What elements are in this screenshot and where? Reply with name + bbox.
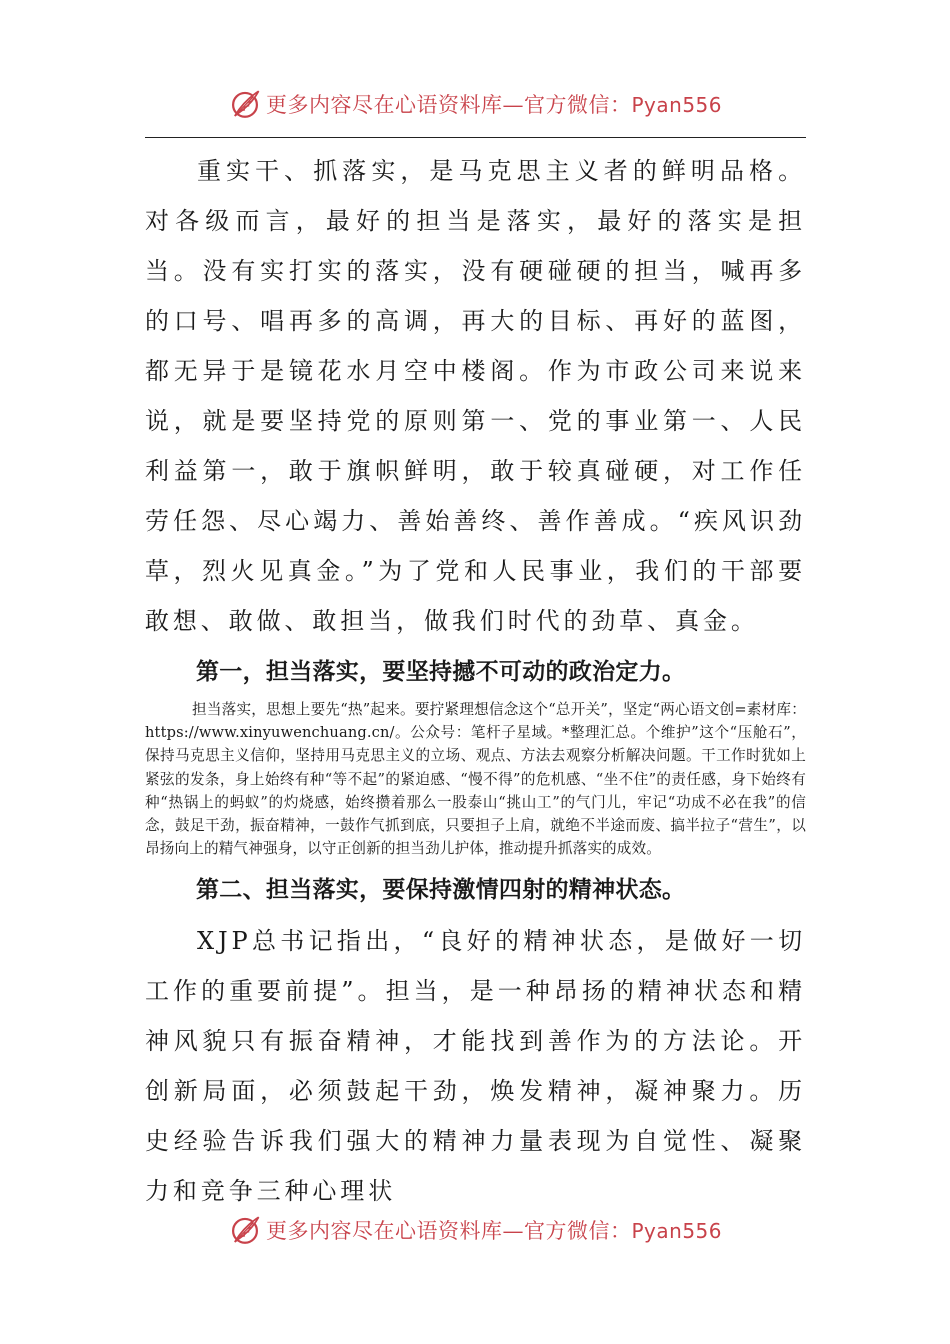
body-paragraph-small: 担当落实，思想上要先“热”起来。要拧紧理想信念这个“总开关”，坚定“两心语文创=素材库：https://www.xinyuwenchuang.cn/。公众号：笔杆子星域。*整理汇总。个维护”这个“压舱石”，保持马克思主义信仰，坚持用马克思主义的立场、观点、方法去观察分析解决问题。干工作时犹如上紧弦的发条，身上始终有种“等不起”的紧迫感、“慢不得”的危机感、“坐不住”的责任感，身下始终有种“热锅上的蚂蚁”的灼烧感，始终攒着那么一股泰山“挑山工”的气门儿，牢记“功成不必在我”的信念，鼓足干劲，振奋精神，一鼓作气抓到底，只要担子上肩，就绝不半途而废、搞半拉子“营生”，以昂扬向上的精气神强身，以守正创新的担当劲儿护体，推动提升抓落实的成效。 [145, 701, 806, 858]
banner-wechat-id: Pyan556 [631, 1219, 722, 1243]
header-divider [145, 137, 806, 138]
banner-text: 更多内容尽在心语资料库—官方微信：Pyan556 [265, 1219, 722, 1243]
body-paragraph: 重实干、抓落实，是马克思主义者的鲜明品格。对各级而言，最好的担当是落实，最好的落实是担当。没有实打实的落实，没有硬碰硬的担当，喊再多的口号、唱再多的高调，再大的目标、再好的蓝图，都无异于是镜花水月空中楼阁。作为市政公司来说来说，就是要坚持党的原则第一、党的事业第一、人民利益第一，敢于旗帜鲜明，敢于较真碰硬，对工作任劳任怨、尽心竭力、善始善终、善作善成。“疾风识劲草，烈火见真金。”为了党和人民事业，我们的干部要敢想、敢做、敢担当，做我们时代的劲草、真金。 [145, 157, 806, 635]
body-paragraph: XJP总书记指出，“良好的精神状态，是做好一切工作的重要前提”。担当，是一种昂扬的精神状态和精神风貌只有振奋精神，才能找到善作为的方法论。开创新局面，必须鼓起干劲，焕发精神，凝神聚力。历史经验告诉我们强大的精神力量表现为自觉性、凝聚力和竞争三种心理状 [145, 927, 806, 1206]
feather-pen-logo-icon [228, 1213, 262, 1247]
document-body [145, 146, 806, 1216]
banner-text: 更多内容尽在心语资料库—官方微信：Pyan556 [265, 93, 722, 117]
feather-pen-logo-icon [228, 87, 262, 121]
header-banner [0, 82, 950, 126]
section-heading: 第一，担当落实，要坚持撼不可动的政治定力。 [196, 659, 686, 685]
section-heading: 第二、担当落实，要保持激情四射的精神状态。 [196, 877, 686, 904]
footer-banner [0, 1208, 950, 1252]
banner-wechat-id: Pyan556 [631, 93, 722, 117]
